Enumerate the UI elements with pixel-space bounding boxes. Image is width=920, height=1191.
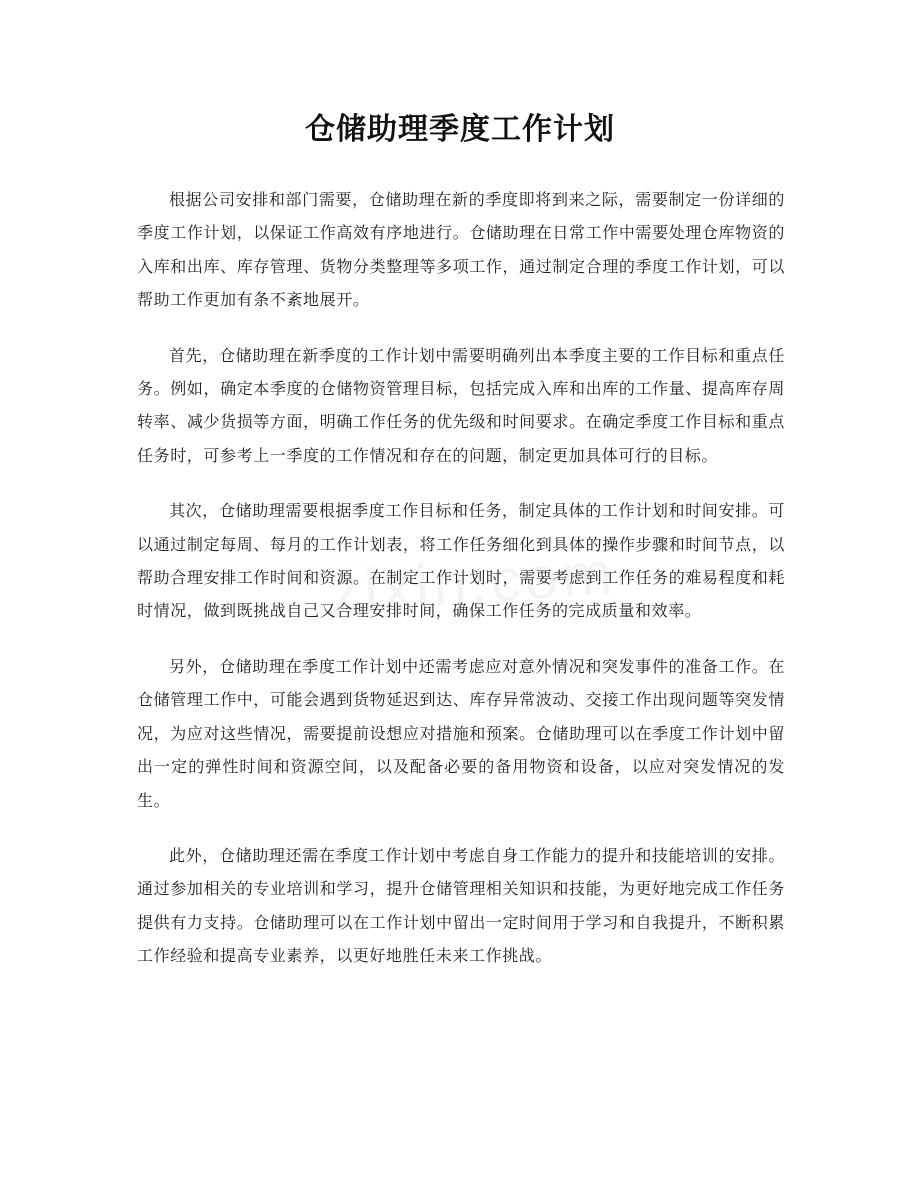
document-title: 仓储助理季度工作计划 [305, 112, 615, 147]
paragraph-schedule: 其次，仓储助理需要根据季度工作目标和任务，制定具体的工作计划和时间安排。可以通过制定每周、每月的工作计划表，将工作任务细化到具体的操作步骤和时间节点，以帮助合理安排工作时间和资源。在制定工作计划时，需要考虑到工作任务的难易程度和耗时情况，做到既挑战自己又合理安排时间，确保工作任务的完成质量和效率。 [137, 501, 785, 621]
document-body [137, 183, 785, 995]
paragraph-contingency: 另外，仓储助理在季度工作计划中还需考虑应对意外情况和突发事件的准备工作。在仓储管理工作中，可能会遇到货物延迟到达、库存异常波动、交接工作出现问题等突发情况，为应对这些情况，需要提前设想应对措施和预案。仓储助理可以在季度工作计划中留出一定的弹性时间和资源空间，以及配备必要的备用物资和设备，以应对突发情况的发生。 [137, 656, 785, 810]
paragraph-intro: 根据公司安排和部门需要，仓储助理在新的季度即将到来之际，需要制定一份详细的季度工作计划，以保证工作高效有序地进行。仓储助理在日常工作中需要处理仓库物资的入库和出库、库存管理、货物分类整理等多项工作，通过制定合理的季度工作计划，可以帮助工作更加有条不紊地展开。 [137, 190, 785, 310]
paragraph-goals: 首先，仓储助理在新季度的工作计划中需要明确列出本季度主要的工作目标和重点任务。例如，确定本季度的仓储物资管理目标，包括完成入库和出库的工作量、提高库存周转率、减少货损等方面，明确工作任务的优先级和时间要求。在确定季度工作目标和重点任务时，可参考上一季度的工作情况和存在的问题，制定更加具体可行的目标。 [137, 345, 785, 465]
paragraph-training: 此外，仓储助理还需在季度工作计划中考虑自身工作能力的提升和技能培训的安排。通过参加相关的专业培训和学习，提升仓储管理相关知识和技能，为更好地完成工作任务提供有力支持。仓储助理可以在工作计划中留出一定时间用于学习和自我提升，不断积累工作经验和提高专业素养，以更好地胜任未来工作挑战。 [137, 845, 785, 966]
